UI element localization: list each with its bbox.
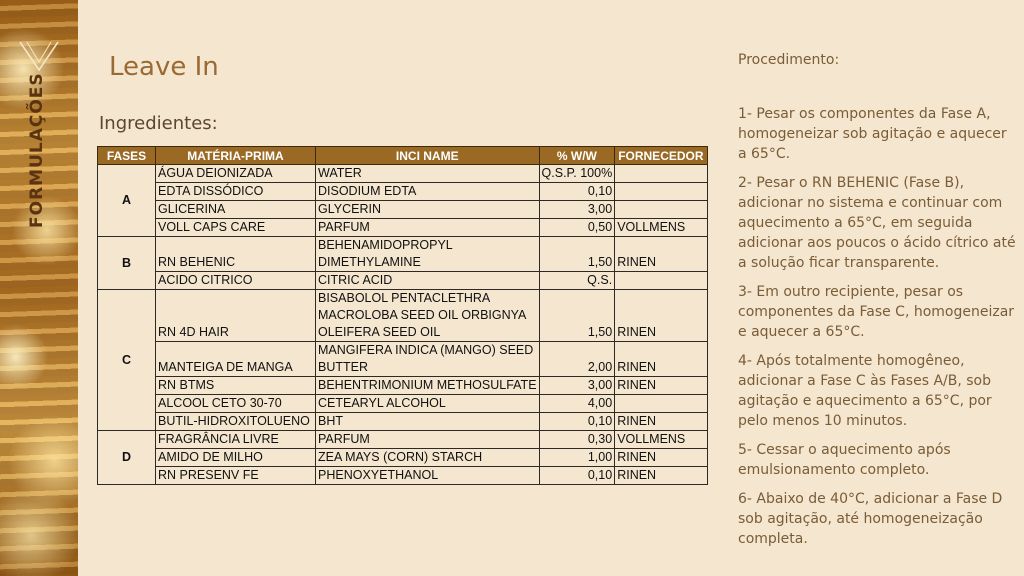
phase-cell: B bbox=[98, 237, 156, 290]
column-header-percent: % W/W bbox=[539, 147, 615, 165]
column-header-materia-prima: MATÉRIA-PRIMA bbox=[156, 147, 316, 165]
percent-cell: 1,00 bbox=[539, 449, 615, 467]
inci-name-line: GLYCERIN bbox=[318, 202, 381, 216]
fornecedor-cell bbox=[615, 201, 707, 219]
inci-name-line: CETEARYL ALCOHOL bbox=[318, 396, 446, 410]
fornecedor-cell: RINEN bbox=[615, 467, 707, 485]
inci-name-line: PARFUM bbox=[318, 220, 370, 234]
decorative-gold-strip bbox=[0, 0, 78, 576]
inci-name-cell bbox=[316, 431, 540, 449]
percent-cell: 0,30 bbox=[539, 431, 615, 449]
percent-cell: 3,00 bbox=[539, 201, 615, 219]
table-row bbox=[98, 342, 708, 377]
fornecedor-cell: RINEN bbox=[615, 413, 707, 431]
table-row bbox=[98, 431, 708, 449]
inci-name-line: MACROLOBA SEED OIL ORBIGNYA bbox=[318, 308, 527, 322]
phase-cell: A bbox=[98, 165, 156, 237]
materia-prima-cell: FRAGRÂNCIA LIVRE bbox=[156, 431, 316, 449]
inci-name-line: BEHENAMIDOPROPYL bbox=[318, 238, 453, 252]
inci-name-line: MANGIFERA INDICA (MANGO) SEED bbox=[318, 343, 534, 357]
percent-cell: Q.S.P. 100% bbox=[539, 165, 615, 183]
table-row bbox=[98, 201, 708, 219]
fornecedor-cell: RINEN bbox=[615, 342, 707, 377]
inci-name-line: BISABOLOL PENTACLETHRA bbox=[318, 291, 491, 305]
inci-name-cell bbox=[316, 342, 540, 377]
fornecedor-cell bbox=[615, 165, 707, 183]
inci-name-cell bbox=[316, 467, 540, 485]
inci-name-cell bbox=[316, 449, 540, 467]
percent-cell: 4,00 bbox=[539, 395, 615, 413]
fornecedor-cell bbox=[615, 272, 707, 290]
fornecedor-cell: RINEN bbox=[615, 377, 707, 395]
fornecedor-cell bbox=[615, 183, 707, 201]
materia-prima-cell: VOLL CAPS CARE bbox=[156, 219, 316, 237]
ingredients-label: Ingredientes: bbox=[99, 113, 218, 134]
fornecedor-cell bbox=[615, 395, 707, 413]
fornecedor-cell: RINEN bbox=[615, 290, 707, 342]
table-row bbox=[98, 395, 708, 413]
inci-name-line: ZEA MAYS (CORN) STARCH bbox=[318, 450, 483, 464]
inci-name-line: PARFUM bbox=[318, 432, 370, 446]
table-row bbox=[98, 219, 708, 237]
procedure-step: 2- Pesar o RN BEHENIC (Fase B), adicionar no sistema e continuar com aquecimento a 65°C, em seguida adicionar aos poucos o ácido cítrico até a solução ficar transparente. bbox=[738, 175, 1016, 271]
table-row bbox=[98, 449, 708, 467]
materia-prima-cell: MANTEIGA DE MANGA bbox=[156, 342, 316, 377]
materia-prima-cell: RN PRESENV FE bbox=[156, 467, 316, 485]
table-row bbox=[98, 237, 708, 272]
materia-prima-cell: BUTIL-HIDROXITOLUENO bbox=[156, 413, 316, 431]
percent-cell: 0,10 bbox=[539, 183, 615, 201]
inci-name-line: OLEIFERA SEED OIL bbox=[318, 325, 441, 339]
fornecedor-cell: VOLLMENS bbox=[615, 431, 707, 449]
inci-name-cell bbox=[316, 290, 540, 342]
inci-name-cell bbox=[316, 237, 540, 272]
table-row bbox=[98, 377, 708, 395]
inci-name-cell bbox=[316, 219, 540, 237]
inci-name-line: DIMETHYLAMINE bbox=[318, 255, 421, 269]
column-header-fornecedor: FORNECEDOR bbox=[615, 147, 707, 165]
percent-cell: 0,10 bbox=[539, 467, 615, 485]
inci-name-line: BUTTER bbox=[318, 360, 368, 374]
materia-prima-cell: RN BEHENIC bbox=[156, 237, 316, 272]
percent-cell: 2,00 bbox=[539, 342, 615, 377]
table-row bbox=[98, 467, 708, 485]
materia-prima-cell: EDTA DISSÓDICO bbox=[156, 183, 316, 201]
procedure-step: 4- Após totalmente homogêneo, adicionar a Fase C às Fases A/B, sob agitação e aquecimento a 65°C, por pelo menos 10 minutos. bbox=[738, 353, 992, 429]
inci-name-line: BHT bbox=[318, 414, 343, 428]
column-header-inci-name: INCI NAME bbox=[316, 147, 540, 165]
percent-cell: 1,50 bbox=[539, 237, 615, 272]
materia-prima-cell: ÁGUA DEIONIZADA bbox=[156, 165, 316, 183]
materia-prima-cell: ACIDO CITRICO bbox=[156, 272, 316, 290]
inci-name-line: BEHENTRIMONIUM METHOSULFATE bbox=[318, 378, 537, 392]
table-row bbox=[98, 165, 708, 183]
procedure-panel bbox=[738, 50, 1016, 558]
inci-name-line: WATER bbox=[318, 166, 362, 180]
fornecedor-cell: RINEN bbox=[615, 449, 707, 467]
page-title: Leave In bbox=[109, 52, 219, 82]
inci-name-cell bbox=[316, 165, 540, 183]
procedure-step: 5- Cessar o aquecimento após emulsionamento completo. bbox=[738, 442, 951, 478]
materia-prima-cell: ALCOOL CETO 30-70 bbox=[156, 395, 316, 413]
inci-name-cell bbox=[316, 377, 540, 395]
inci-name-cell bbox=[316, 201, 540, 219]
phase-cell: D bbox=[98, 431, 156, 485]
materia-prima-cell: RN 4D HAIR bbox=[156, 290, 316, 342]
inci-name-line: CITRIC ACID bbox=[318, 273, 393, 287]
table-header-row bbox=[98, 147, 708, 165]
column-header-fases: FASES bbox=[98, 147, 156, 165]
inci-name-cell bbox=[316, 413, 540, 431]
inci-name-cell bbox=[316, 183, 540, 201]
materia-prima-cell: GLICERINA bbox=[156, 201, 316, 219]
inci-name-line: PHENOXYETHANOL bbox=[318, 468, 439, 482]
section-label: FORMULAÇÕES bbox=[27, 72, 47, 228]
formula-table bbox=[97, 146, 708, 485]
inci-name-cell bbox=[316, 395, 540, 413]
percent-cell: 1,50 bbox=[539, 290, 615, 342]
table-row bbox=[98, 272, 708, 290]
table-body bbox=[98, 165, 708, 485]
table-row bbox=[98, 413, 708, 431]
materia-prima-cell: AMIDO DE MILHO bbox=[156, 449, 316, 467]
percent-cell: Q.S. bbox=[539, 272, 615, 290]
fornecedor-cell: RINEN bbox=[615, 237, 707, 272]
brand-logo-icon bbox=[18, 40, 60, 72]
procedure-step: 6- Abaixo de 40°C, adicionar a Fase D sob agitação, até homogeneização completa. bbox=[738, 491, 1003, 547]
procedure-heading: Procedimento: bbox=[738, 52, 840, 68]
procedure-step: 1- Pesar os componentes da Fase A, homogeneizar sob agitação e aquecer a 65°C. bbox=[738, 106, 1007, 162]
procedure-step: 3- Em outro recipiente, pesar os componentes da Fase C, homogeneizar e aquecer a 65°C. bbox=[738, 284, 1015, 340]
materia-prima-cell: RN BTMS bbox=[156, 377, 316, 395]
percent-cell: 0,10 bbox=[539, 413, 615, 431]
table-row bbox=[98, 183, 708, 201]
phase-cell: C bbox=[98, 290, 156, 431]
percent-cell: 0,50 bbox=[539, 219, 615, 237]
inci-name-line: DISODIUM EDTA bbox=[318, 184, 417, 198]
table-row bbox=[98, 290, 708, 342]
inci-name-cell bbox=[316, 272, 540, 290]
percent-cell: 3,00 bbox=[539, 377, 615, 395]
fornecedor-cell: VOLLMENS bbox=[615, 219, 707, 237]
